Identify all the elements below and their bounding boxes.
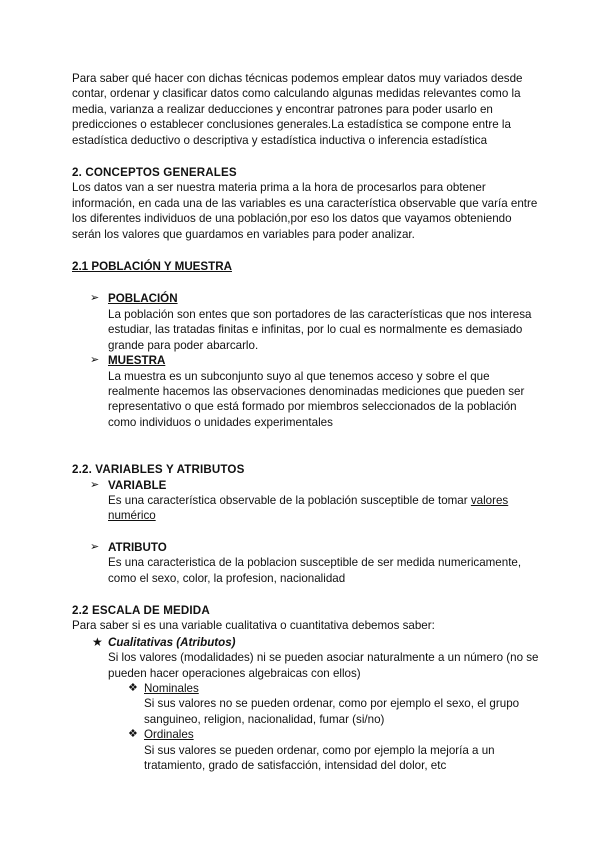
section-conceptos-generales (72, 165, 542, 242)
arrow-bullet-icon: ➢ (90, 478, 100, 491)
ordinales-title: Ordinales (144, 728, 194, 742)
variables-atributos-list (72, 478, 542, 586)
variable-text (108, 493, 542, 524)
cualitativas-title: Cualitativas (Atributos) (108, 635, 236, 649)
list-item-atributo (90, 540, 542, 586)
section-2-title: 2. CONCEPTOS GENERALES (72, 166, 237, 180)
variable-title: VARIABLE (108, 478, 167, 492)
intro-paragraph: Para saber qué hacer con dichas técnicas podemos emplear datos muy variados desde contar, ordenar y clasificar datos como calculando algunas medidas relevantes como la media, varianza a realizar deducciones y encontrar patrones para poder usarlo en predicciones o establecer conclusiones generales.La estadística se compone entre la estadística deductivo o descriptiva y estadística inductiva o inferencia estadística (72, 72, 523, 147)
list-item-nominales (128, 681, 542, 727)
section-2-body: Los datos van a ser nuestra materia prima a la hora de procesarlos para obtener información, en cada una de las variables es una característica observable que varía entre los diferentes individuos de una población,por eso los datos que vayamos obteniendo serán los valores que guardamos en variables para poder analizar. (72, 181, 538, 241)
atributo-text: Es una caracteristica de la poblacion susceptible de ser medida numericamente, como el sexo, color, la profesion, nacionalidad (108, 556, 522, 585)
section-poblacion-muestra (72, 259, 542, 430)
section-2-1-title: 2.1 POBLACIÓN Y MUESTRA (72, 260, 232, 274)
arrow-bullet-icon: ➢ (90, 292, 100, 305)
list-item-poblacion (90, 291, 542, 353)
valores-numerico-link: valores numérico (108, 493, 509, 523)
atributo-title: ATRIBUTO (108, 540, 167, 554)
cualitativas-types-list (108, 681, 542, 773)
ordinales-text: Si sus valores se pueden ordenar, como por ejemplo la mejoría a un tratamiento, grado de satisfacción, intensidad del dolor, etc (144, 743, 495, 773)
section-2-3-title: 2.2 ESCALA DE MEDIDA (72, 603, 210, 617)
poblacion-title: POBLACIÓN (108, 292, 178, 306)
list-item-ordinales (128, 727, 542, 773)
document-page (72, 71, 542, 773)
variable-text-main: Es una característica observable de la población susceptible de tomar (108, 493, 471, 507)
arrow-bullet-icon: ➢ (90, 540, 100, 553)
nominales-text: Si sus valores no se pueden ordenar, como por ejemplo el sexo, el grupo sanguineo, religion, nacionalidad, fumar (si/no) (144, 697, 520, 726)
nominales-title: Nominales (144, 682, 199, 695)
escala-medida-intro: Para saber si es una variable cualitativa o cuantitativa debemos saber: (72, 619, 435, 633)
poblacion-text: La población son entes que son portadores de las características que nos interesa estudiar, las tratadas finitas e infinitas, por lo cual es normalmente es demasiado grande para poder abarcarlo. (108, 307, 532, 352)
list-item-muestra (90, 353, 542, 430)
section-variables-atributos (72, 462, 542, 586)
muestra-text: La muestra es un subconjunto suyo al que tenemos acceso y sobre el que realmente hacemos las observaciones denominadas mediciones que pueden ser representativo o que está formado por miembros seleccionados de la población como individuos o unidades experimentales (108, 369, 525, 429)
section-2-2-title: 2.2. VARIABLES Y ATRIBUTOS (72, 463, 245, 477)
list-item-variable (90, 478, 542, 524)
list-item-cualitativas (72, 635, 542, 774)
star-bullet-icon: ★ (92, 634, 103, 649)
diamond-bullet-icon: ❖ (128, 728, 138, 741)
arrow-bullet-icon: ➢ (90, 354, 100, 367)
muestra-title: MUESTRA (108, 354, 166, 368)
diamond-bullet-icon: ❖ (128, 682, 138, 694)
section-escala-medida (72, 603, 542, 773)
cualitativas-text: Si los valores (modalidades) ni se pueden asociar naturalmente a un número (no se pueden hacer operaciones algebraicas con ellos) (108, 651, 539, 680)
poblacion-muestra-list (72, 291, 542, 430)
